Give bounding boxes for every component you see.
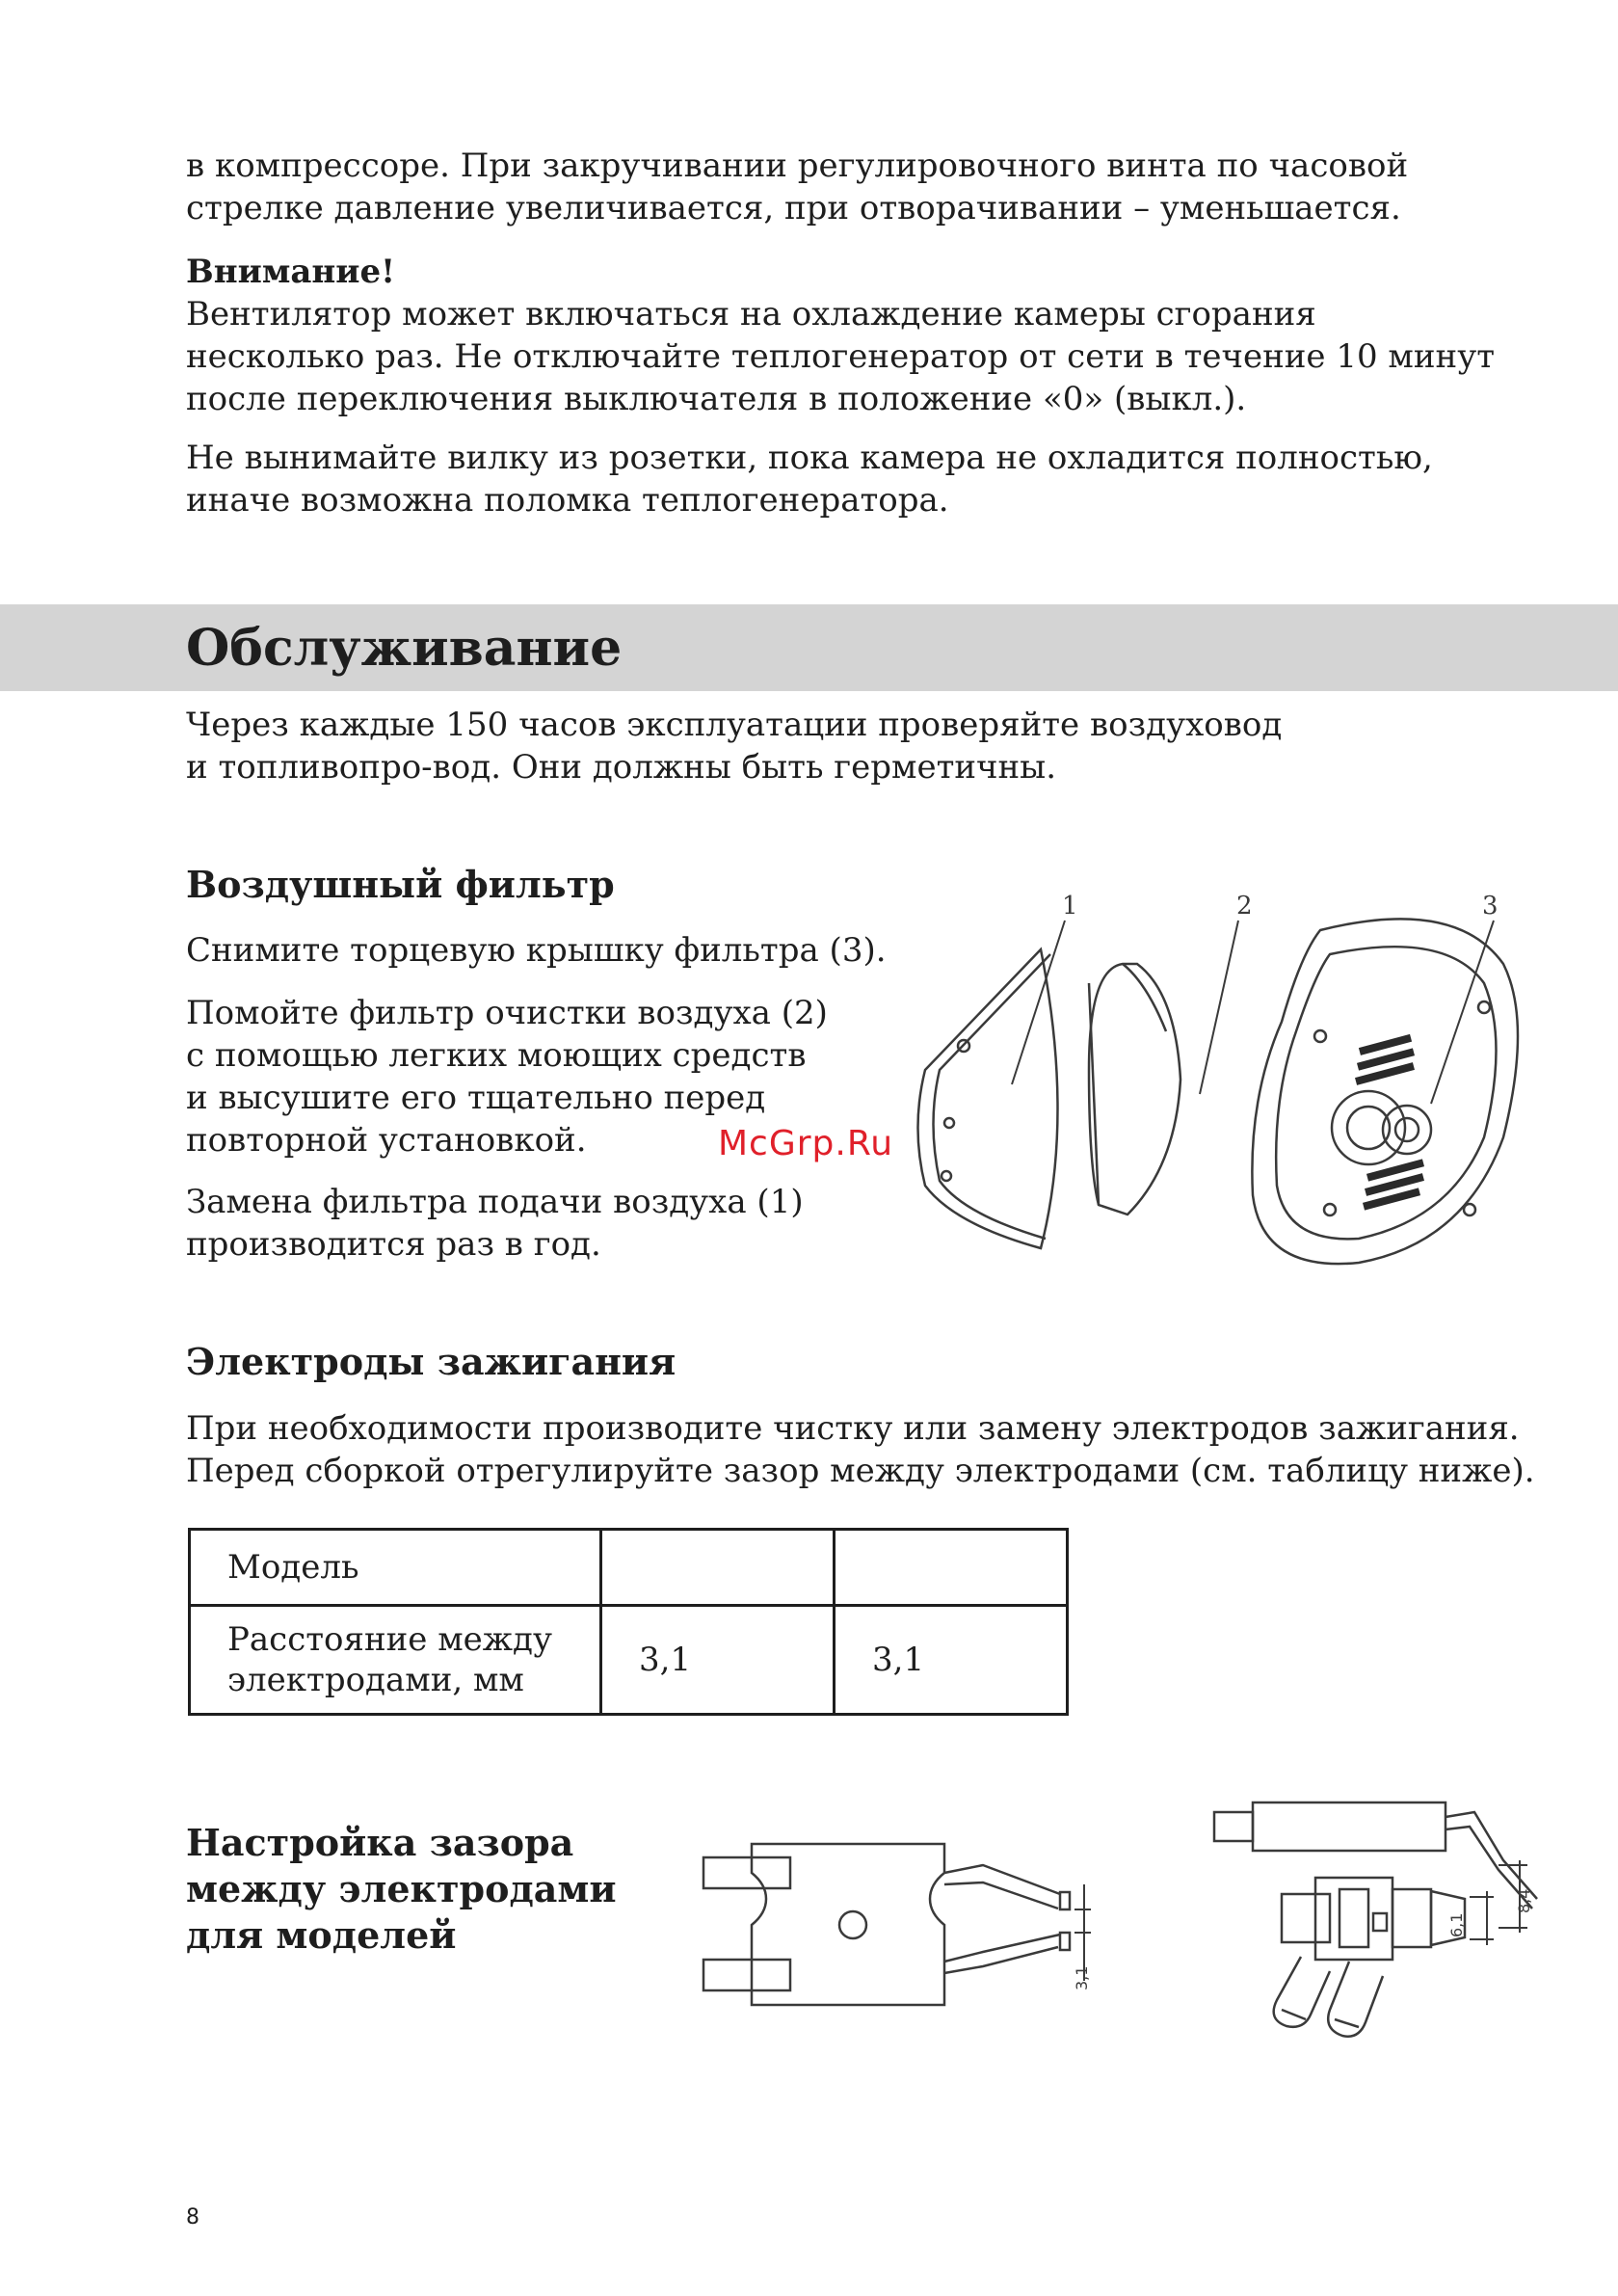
dimension-label-right-b: 6,1 (1447, 1912, 1466, 1937)
warning-title: Внимание! (186, 253, 396, 291)
distance-label-line-2: электродами, мм (227, 1661, 524, 1699)
air-filter-step-3-line-1: Замена фильтра подачи воздуха (1) (186, 1183, 804, 1221)
air-filter-diagram (906, 877, 1542, 1321)
warning-line-2: несколько раз. Не отключайте теплогенератор от сети в течение 10 минут (186, 337, 1496, 376)
filter-housing-part (1252, 919, 1518, 1264)
air-filter-step-2-line-2: с помощью легких моющих средств (186, 1036, 807, 1075)
intro-paragraph (186, 145, 1408, 229)
air-filter-step-2-line-4: повторной установкой. (186, 1121, 587, 1160)
air-filter-step-3 (186, 1181, 804, 1266)
air-filter-title: Воздушный фильтр (186, 863, 615, 906)
electrodes-title: Электроды зажигания (186, 1340, 676, 1383)
callout-2: 2 (1236, 892, 1253, 921)
callout-3: 3 (1482, 892, 1499, 921)
air-filter-step-1-text: Снимите торцевую крышку фильтра (3). (186, 931, 887, 970)
table-row (190, 1530, 1068, 1606)
section-intro-line-2: и топливопро-вод. Они должны быть герметичны. (186, 748, 1057, 787)
dimension-label-left: 3,1 (1073, 1965, 1091, 1990)
electrode-gap-diagram-right (1209, 1774, 1605, 2043)
watermark: McGrp.Ru (718, 1124, 894, 1163)
table-cell-distance-label (190, 1606, 601, 1715)
intro-line-2: стрелке давление увеличивается, при отворачивании – уменьшается. (186, 189, 1401, 227)
table-cell-distance-2: 3,1 (835, 1606, 1068, 1715)
air-filter-step-2-line-1: Помойте фильтр очистки воздуха (2) (186, 994, 828, 1032)
distance-label-line-1: Расстояние между (227, 1620, 552, 1659)
section-title: Обслуживание (186, 619, 623, 678)
warning-line-3: после переключения выключателя в положение «0» (выкл.). (186, 380, 1247, 418)
gap-setting-line-2: между электродами (186, 1867, 617, 1910)
table-row (190, 1606, 1068, 1715)
electrodes-line-1: При необходимости производите чистку или замену электродов зажигания. (186, 1409, 1520, 1448)
gap-setting-line-1: Настройка зазора (186, 1821, 574, 1864)
electrode-gap-table (188, 1528, 1069, 1716)
filter-cover-part (918, 949, 1058, 1248)
dimension-label-right-a: 8,4 (1515, 1888, 1533, 1913)
table-cell-model-1 (601, 1530, 835, 1606)
table-cell-model-label: Модель (190, 1530, 601, 1606)
plug-note-line-2: иначе возможна поломка теплогенератора. (186, 481, 949, 520)
electrodes-paragraph (186, 1407, 1535, 1492)
plug-note-line-1: Не вынимайте вилку из розетки, пока камера не охладится полностью, (186, 439, 1433, 477)
warning-paragraph (186, 251, 1495, 420)
filter-element-part (1089, 964, 1180, 1215)
section-intro (186, 704, 1282, 788)
callout-1: 1 (1062, 892, 1078, 921)
gap-setting-title (186, 1820, 617, 1959)
section-intro-line-1: Через каждые 150 часов эксплуатации проверяйте воздуховод (186, 706, 1283, 744)
air-filter-step-2-line-3: и высушите его тщательно перед (186, 1079, 766, 1117)
electrodes-line-2: Перед сборкой отрегулируйте зазор между электродами (см. таблицу ниже). (186, 1452, 1535, 1490)
intro-line-1: в компрессоре. При закручивании регулировочного винта по часовой (186, 147, 1409, 185)
electrode-gap-diagram-left (694, 1817, 1099, 2010)
table-cell-distance-1: 3,1 (601, 1606, 835, 1715)
gap-setting-line-3: для моделей (186, 1913, 457, 1957)
warning-line-1: Вентилятор может включаться на охлаждение камеры сгорания (186, 295, 1316, 334)
plug-note-paragraph (186, 437, 1433, 521)
table-cell-model-2 (835, 1530, 1068, 1606)
air-filter-step-1 (186, 929, 887, 972)
page-number: 8 (186, 2205, 199, 2229)
air-filter-step-3-line-2: производится раз в год. (186, 1225, 601, 1264)
